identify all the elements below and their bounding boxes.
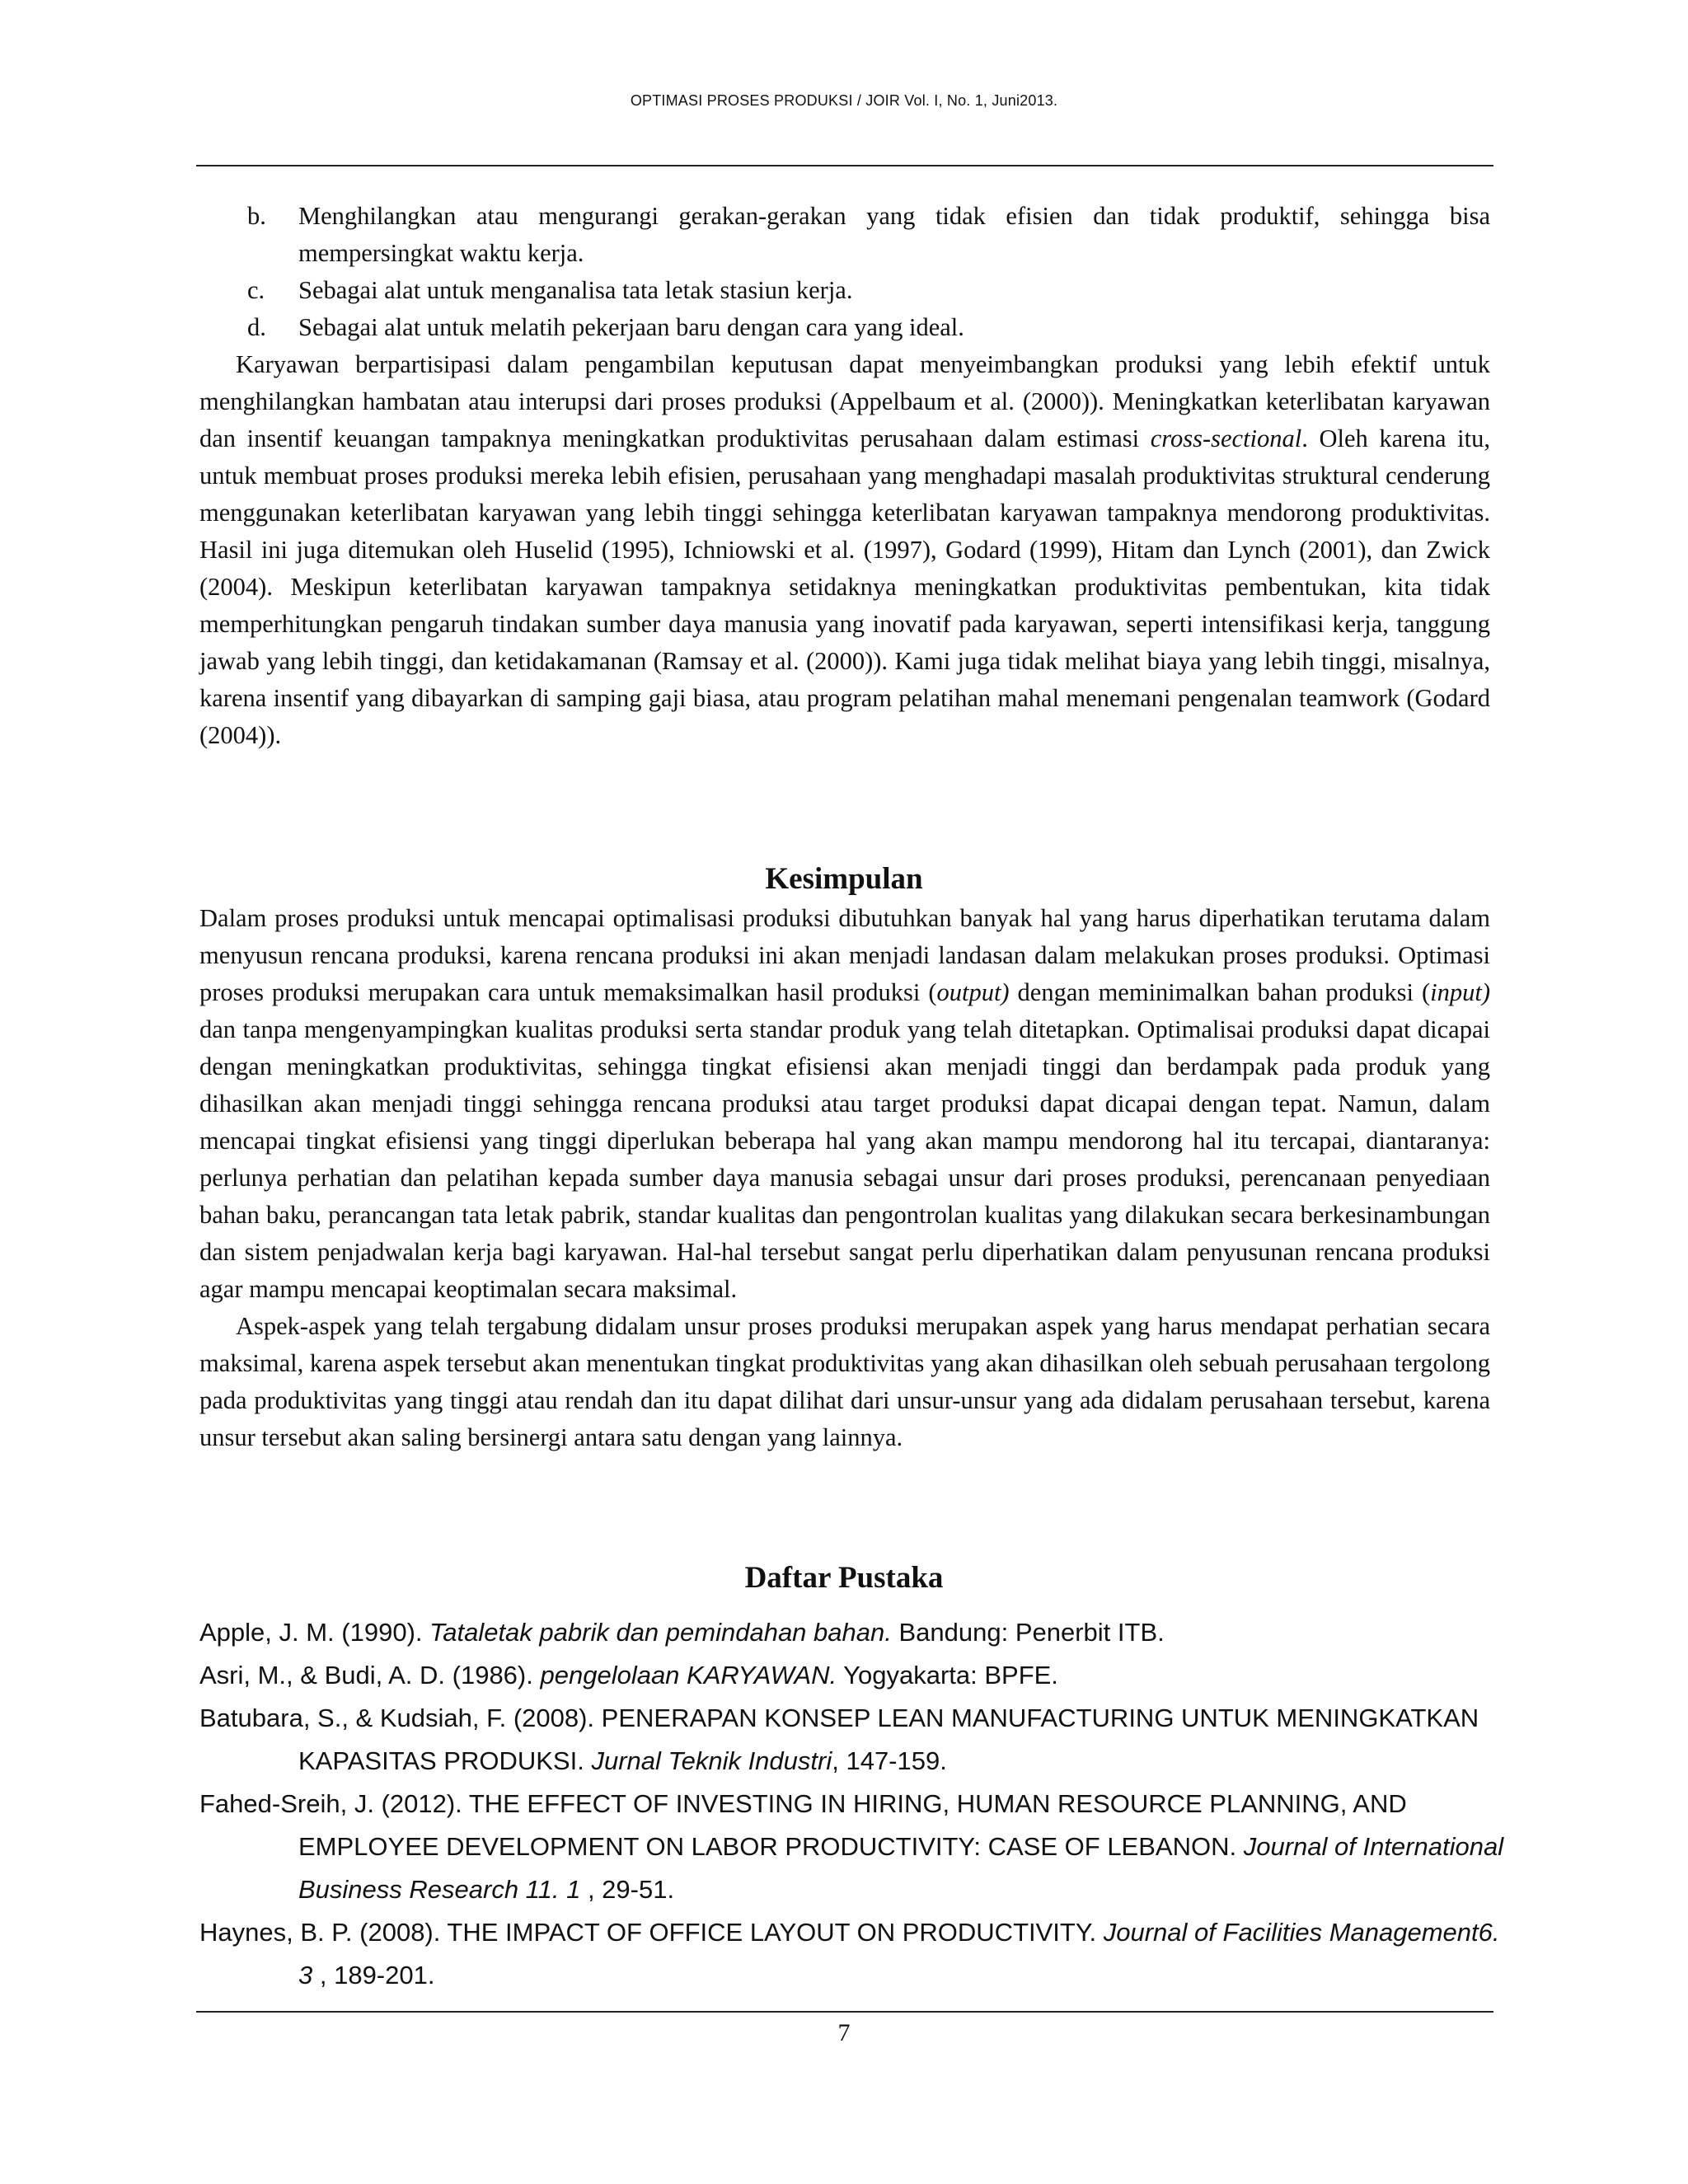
list-item bbox=[199, 198, 1490, 272]
reference-list bbox=[199, 1611, 1518, 1997]
page-number: 7 bbox=[837, 2019, 851, 2046]
header-rule bbox=[196, 165, 1493, 166]
list-item-text: Sebagai alat untuk melatih pekerjaan baru dengan cara yang ideal. bbox=[298, 313, 964, 341]
list-block bbox=[199, 198, 1490, 754]
kesimpulan-block bbox=[199, 900, 1490, 1456]
list-item-text: Menghilangkan atau mengurangi gerakan-gerakan yang tidak efisien dan tidak produktif, sehingga bisa mempersingkat waktu kerja. bbox=[298, 202, 1490, 267]
reference-item: Apple, J. M. (1990). Tataletak pabrik dan pemindahan bahan. Bandung: Penerbit ITB. bbox=[199, 1618, 1165, 1647]
list-item-text: Sebagai alat untuk menganalisa tata letak stasiun kerja. bbox=[298, 276, 853, 304]
body-paragraph: Karyawan berpartisipasi dalam pengambilan keputusan dapat menyeimbangkan produksi yang lebih efektif untuk menghilangkan hambatan atau interupsi dari proses produksi (Appelbaum et al. (2000)). Meningkatkan keterlibatan karyawan dan insentif keuangan tampaknya meningkatkan produktivitas perusahaan dalam estimasi cross-sectional. Oleh karena itu, untuk membuat proses produksi mereka lebih efisien, perusahaan yang menghadapi masalah produktivitas struktural cenderung menggunakan keterlibatan karyawan yang lebih tinggi sehingga keterlibatan karyawan tampaknya mendorong produktivitas. Hasil ini juga ditemukan oleh Huselid (1995), Ichniowski et al. (1997), Godard (1999), Hitam dan Lynch (2001), dan Zwick (2004). Meskipun keterlibatan karyawan tampaknya setidaknya meningkatkan produktivitas pembentukan, kita tidak memperhitungkan pengaruh tindakan sumber daya manusia yang inovatif pada karyawan, seperti intensifikasi kerja, tanggung jawab yang lebih tinggi, dan ketidakamanan (Ramsay et al. (2000)). Kami juga tidak melihat biaya yang lebih tinggi, misalnya, karena insentif yang dibayarkan di samping gaji biasa, atau program pelatihan mahal menemani pengenalan teamwork (Godard (2004)). bbox=[199, 350, 1490, 749]
running-head: OPTIMASI PROSES PRODUKSI / JOIR Vol. I, No. 1, Juni2013. bbox=[630, 92, 1058, 109]
list-marker: d. bbox=[247, 313, 266, 341]
reference-item: Fahed-Sreih, J. (2012). THE EFFECT OF INVESTING IN HIRING, HUMAN RESOURCE PLANNING, AND EMPLOYEE DEVELOPMENT ON LABOR PRODUCTIVITY: CASE OF LEBANON. Journal of International Business Research 11. 1 , 29-51. bbox=[199, 1789, 1504, 1904]
list-marker: b. bbox=[247, 202, 266, 230]
body-paragraph: Aspek-aspek yang telah tergabung didalam unsur proses produksi merupakan aspek yang harus mendapat perhatian secara maksimal, karena aspek tersebut akan menentukan tingkat produktivitas yang akan dihasilkan oleh sebuah perusahaan tergolong pada produktivitas yang tinggi atau rendah dan itu dapat dilihat dari unsur-unsur yang ada didalam perusahaan tersebut, karena unsur tersebut akan saling bersinergi antara satu dengan yang lainnya. bbox=[199, 1312, 1490, 1451]
list-item bbox=[199, 309, 1490, 346]
list-item bbox=[199, 272, 1490, 309]
section-heading-kesimpulan: Kesimpulan bbox=[765, 862, 923, 896]
body-paragraph: Dalam proses produksi untuk mencapai optimalisasi produksi dibutuhkan banyak hal yang harus diperhatikan terutama dalam menyusun rencana produksi, karena rencana produksi ini akan menjadi landasan dalam melakukan proses produksi. Optimasi proses produksi merupakan cara untuk memaksimalkan hasil produksi (output) dengan meminimalkan bahan produksi (input) dan tanpa mengenyampingkan kualitas produksi serta standar produk yang telah ditetapkan. Optimalisai produksi dapat dicapai dengan meningkatkan produktivitas, sehingga tingkat efisiensi akan menjadi tinggi dan berdampak pada produk yang dihasilkan akan menjadi tinggi sehingga rencana produksi atau target produksi dapat dicapai dengan tepat. Namun, dalam mencapai tingkat efisiensi yang tinggi diperlukan beberapa hal yang akan mampu mendorong hal itu tercapai, diantaranya: perlunya perhatian dan pelatihan kepada sumber daya manusia sebagai unsur dari proses produksi, perencanaan penyediaan bahan baku, perancangan tata letak pabrik, standar kualitas dan pengontrolan kualitas yang dilakukan secara berkesinambungan dan sistem penjadwalan kerja bagi karyawan. Hal-hal tersebut sangat perlu diperhatikan dalam penyusunan rencana produksi agar mampu mencapai keoptimalan secara maksimal. bbox=[199, 904, 1490, 1303]
reference-item: Haynes, B. P. (2008). THE IMPACT OF OFFICE LAYOUT ON PRODUCTIVITY. Journal of Facilities Management6. 3 , 189-201. bbox=[199, 1918, 1500, 1990]
reference-item: Batubara, S., & Kudsiah, F. (2008). PENERAPAN KONSEP LEAN MANUFACTURING UNTUK MENINGKATKAN KAPASITAS PRODUKSI. Jurnal Teknik Industri, 147-159. bbox=[199, 1704, 1479, 1775]
footer-rule bbox=[196, 2011, 1493, 2013]
reference-item: Asri, M., & Budi, A. D. (1986). pengelolaan KARYAWAN. Yogyakarta: BPFE. bbox=[199, 1661, 1058, 1690]
list-marker: c. bbox=[247, 276, 265, 304]
section-heading-daftar-pustaka: Daftar Pustaka bbox=[744, 1561, 944, 1595]
